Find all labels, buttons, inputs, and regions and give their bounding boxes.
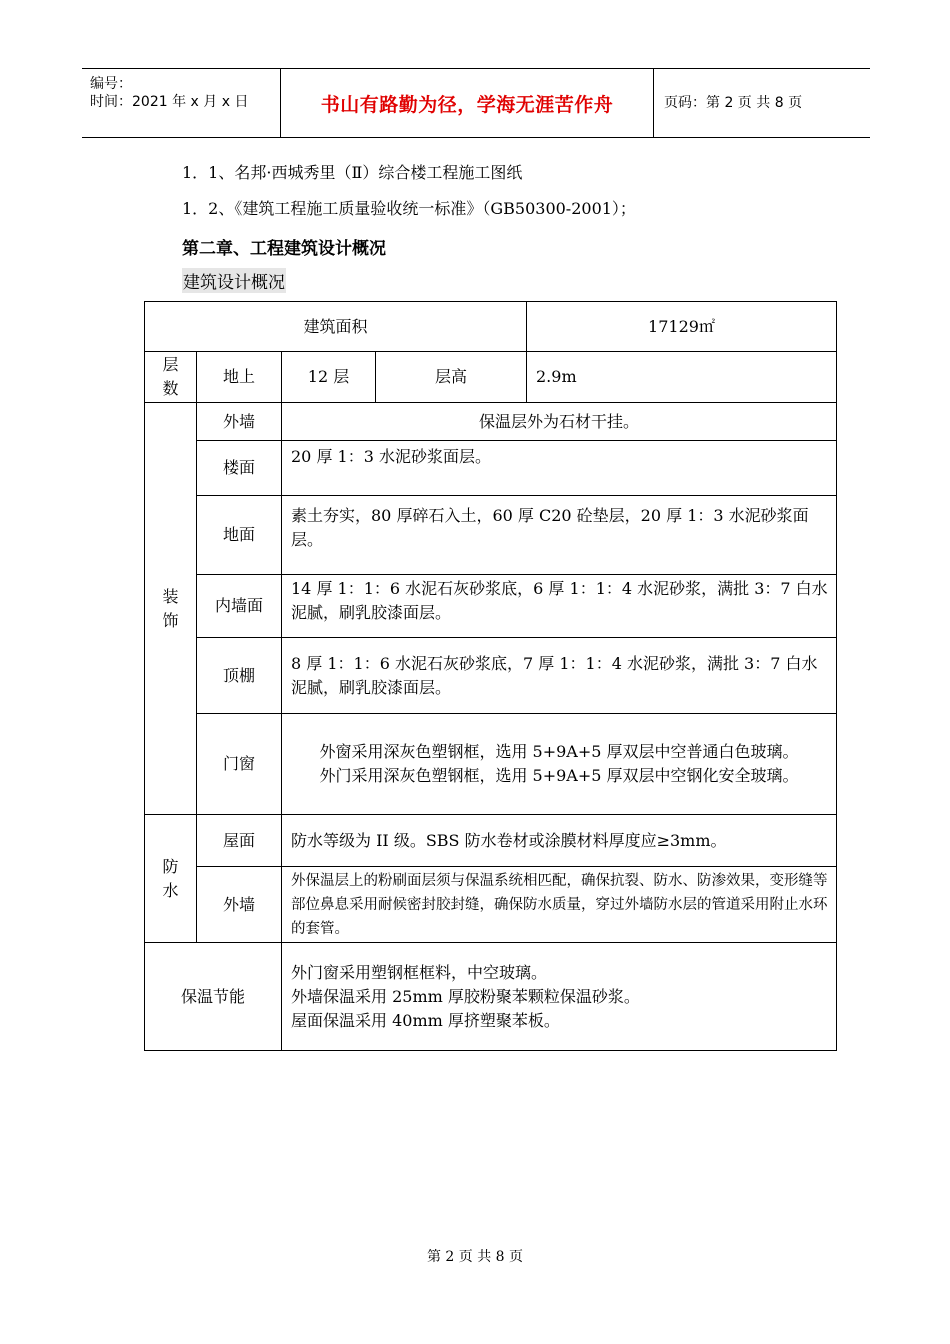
document-time: 时间：2021 年 x 月 x 日 [90,94,249,110]
exterior-wall-label: 外墙 [222,411,255,431]
area-label: 建筑面积 [303,316,368,336]
inner-wall-value: 14 厚 1：1：6 水泥石灰砂浆底，6 厚 1：1：4 水泥砂浆，满批 3：7 白水泥腻，刷乳胶漆面层。 [291,579,828,622]
decoration-group-label [145,403,196,814]
document-number: 编号： [90,76,132,92]
group-char: 装 [162,586,179,606]
roof-waterproof-value: 防水等级为 II 级。SBS 防水卷材或涂膜材料厚度应≥3mm。 [291,830,727,850]
group-char: 防 [162,856,179,876]
group-char: 层 [162,355,179,374]
insulation-line: 外门窗采用塑钢框框料，中空玻璃。 [291,963,548,982]
ground-finish-value: 素土夯实，80 厚碎石入土，60 厚 C20 砼垫层，20 厚 1：3 水泥砂浆面层。 [291,506,809,549]
reference-item: 1．2、《建筑工程施工质量验收统一标准》（GB50300-2001）； [182,199,636,218]
floors-group-label [145,352,196,402]
group-char: 饰 [162,610,179,630]
ceiling-label: 顶棚 [222,665,255,685]
floor-finish-label: 楼面 [222,458,255,477]
reference-item: 1．1、名邦·西城秀里（Ⅱ）综合楼工程施工图纸 [182,163,523,182]
group-char: 水 [162,880,179,900]
insulation-value [282,943,836,1050]
above-ground-label: 地上 [222,367,255,386]
floor-height-value: 2.9m [536,367,577,386]
group-char: 数 [162,379,179,398]
insulation-line: 屋面保温采用 40mm 厚挤塑聚苯板。 [291,1011,560,1030]
insulation-line: 外墙保温采用 25mm 厚胶粉聚苯颗粒保温砂浆。 [291,987,640,1006]
roof-waterproof-label: 屋面 [222,830,255,850]
floor-finish-value: 20 厚 1：3 水泥砂浆面层。 [291,447,491,466]
door-window-value [282,714,836,814]
area-value: 17129㎡ [648,316,715,336]
table-rule [144,1050,837,1051]
insulation-label: 保温节能 [180,986,245,1006]
door-window-line: 外窗采用深灰色塑钢框，选用 5+9A+5 厚双层中空普通白色玻璃。 [319,742,799,761]
door-window-label: 门窗 [222,754,255,773]
page-footer: 第 2 页 共 8 页 [426,1249,524,1265]
wall-waterproof-value: 外保温层上的粉刷面层须与保温系统相匹配，确保抗裂、防水、防渗效果，变形缝等部位鼻息采用耐候密封胶封缝，确保防水质量，穿过外墙防水层的管道采用附止水环的套管。 [291,872,828,937]
header-motto: 书山有路勤为径，学海无涯苦作舟 [320,93,614,116]
section-title: 建筑设计概况 [182,268,286,293]
exterior-wall-value: 保温层外为石材干挂。 [478,411,639,431]
wall-waterproof-label: 外墙 [222,894,255,914]
above-ground-value: 12 层 [307,367,350,386]
waterproof-group-label [145,815,196,942]
ceiling-value: 8 厚 1：1：6 水泥石灰砂浆底，7 厚 1：1：4 水泥砂浆，满批 3：7 白水泥腻，刷乳胶漆面层。 [291,654,818,697]
table-rule [836,301,837,1051]
ground-finish-label: 地面 [222,525,255,544]
door-window-line: 外门采用深灰色塑钢框，选用 5+9A+5 厚双层中空钢化安全玻璃。 [319,766,799,785]
inner-wall-label: 内墙面 [214,596,263,615]
chapter-title: 第二章、工程建筑设计概况 [182,239,386,259]
header-page-code: 页码：第 2 页 共 8 页 [664,95,803,111]
floor-height-label: 层高 [434,367,467,386]
